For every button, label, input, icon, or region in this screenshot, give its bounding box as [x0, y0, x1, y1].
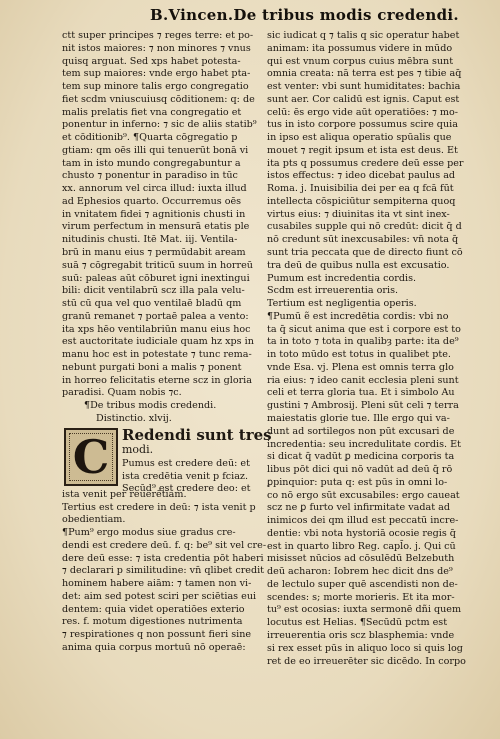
text-line: omnia creata: nā terra est pes ⁊ tibie aq̄ — [267, 68, 462, 80]
text-line: sunt tria peccata que de directo fiunt cō — [267, 247, 463, 259]
text-line: misisset nūcios ad cōsulēdū Belzebuth — [267, 553, 455, 565]
text-line: chusto ⁊ ponentur in paradiso in tūc — [62, 170, 238, 182]
text-line: hominem habere aiām: ⁊ tamen non vi- — [62, 578, 252, 590]
text-line: locutus est Helias. ¶Secūdū pctm est — [267, 617, 448, 629]
initial-ornament-border — [69, 429, 113, 484]
text-line: granū remanet ⁊ portaē palea a vento: — [62, 310, 249, 322]
left-column-top-text — [62, 30, 288, 400]
text-line: celi et terra gloria tua. Et i simbolo Au — [267, 387, 455, 399]
text-line: virtus eius: ⁊ diuinitas ita vt sint inex- — [267, 208, 450, 220]
text-line: sic iudicat q ⁊ talis q sic operatur habet — [267, 30, 460, 41]
text-line: Tertium est negligentia operis. — [267, 298, 417, 310]
text-line: stū cū qua vel quo ventilaē bladū qm — [62, 298, 242, 310]
text-line: incredentia: seu incredulitate cordis. Et — [267, 438, 461, 450]
text-line: det: aim sed potest sciri per sciētias eui — [62, 590, 257, 602]
text-line: manu hoc est in potestate ⁊ tunc rema- — [62, 349, 252, 361]
text-line: ret de eo irreuerēter sic dicēdo. In corpo — [267, 655, 466, 667]
text-line: obedientiam. — [62, 514, 126, 526]
text-line: dentie: vbi nota hystoriā ocosie regis q̄ — [267, 527, 456, 539]
text-line: ¶Pum⁹ ergo modus siue gradus cre- — [62, 527, 236, 539]
text-line: in toto mūdo est totus in qualibet pte. — [267, 349, 451, 361]
chapter-opening — [62, 425, 288, 653]
text-line: est venter: vbi sunt humiditates: bachia — [267, 81, 461, 93]
text-line: est auctoritate iudiciale quam hz xps in — [62, 336, 254, 348]
text-line: gtiam: qm oēs illi qui tenuerūt bonā vi — [62, 144, 249, 156]
text-line: ita pts q possumus credere deū esse per — [267, 157, 464, 169]
text-line: cusabiles supple qui nō credūt: dicit q̄ d — [267, 221, 462, 233]
text-line: malis prelatis fiet vna congregatio et — [62, 106, 242, 118]
text-line: si dicat q̄ vadūt ꝑ medicina corporis ta — [267, 451, 455, 463]
text-line: virum perfectum in mensurā etatis ple — [62, 221, 250, 233]
text-line: nitudinis chusti. Itē Mat. iij. Ventila- — [62, 234, 238, 246]
text-line: Secūd⁹ est credere deo: et — [122, 483, 251, 495]
text-line: maiestatis glorie tue. Ille ergo qui va- — [267, 412, 450, 424]
decorated-initial — [64, 428, 118, 486]
text-line: deū acharon: Iobrem hec dicit dns de⁹ — [267, 566, 453, 578]
text-line: bili: dicit ventilabrū scz illa pala velu- — [62, 285, 245, 297]
text-line: Tertius est credere in deū: ⁊ ista venit p — [62, 501, 256, 513]
chapter-title-line-2: modi. — [122, 442, 154, 456]
text-line: brū in manu eius ⁊ permūdabit aream — [62, 247, 246, 259]
text-line: ta q̄ sicut anima que est i corpore est to — [267, 323, 461, 335]
text-line: Roma. j. Inuisibilia dei per ea q fcā fūt — [267, 183, 454, 195]
text-line: ⁊ declarari p similitudine: vn̄ qlibet credit — [62, 565, 265, 577]
text-line: sunt aer. Cor calidū est ignis. Caput est — [267, 93, 460, 105]
text-line: ista venit per reuerētiam. — [62, 488, 187, 500]
text-line: dunt ad sortilegos non pūt excusari de — [267, 425, 455, 437]
text-line: de lectulo super quē ascendisti non de- — [267, 578, 458, 590]
text-line: quisq arguat. Sed xps habet potesta- — [62, 55, 241, 67]
text-line: tem sup minore talis ergo congregatio — [62, 81, 249, 93]
distinctio-label: Distinctio. xlvij. — [96, 412, 172, 424]
initial-letter: C — [72, 429, 110, 484]
text-line: irreuerentia oris scz blasphemia: vnde — [267, 629, 455, 641]
text-line: dere deū esse: ⁊ ista credentia pōt haberi — [62, 552, 264, 564]
text-line: si rex esset pūs in aliquo loco si quis log — [267, 642, 463, 654]
text-line: qui est vnum corpus cuius mēbra sunt — [267, 55, 454, 67]
text-line: celū: ēs ergo vide aūt operatiōes: ⁊ mo- — [267, 106, 459, 118]
chapter-title-line-1: Redendi sunt tres — [122, 425, 272, 444]
text-line: nebunt purgati boni a malis ⁊ ponent — [62, 361, 242, 373]
text-line: xx. annorum vel circa illud: iuxta illud — [62, 183, 247, 195]
text-line: dentem: quia videt operatiōes exterio — [62, 603, 245, 615]
text-line: Pumus est credere deū: et — [122, 457, 250, 469]
right-column — [267, 30, 498, 668]
text-line: ⁊ respirationes q non possunt fieri sine — [62, 629, 252, 641]
text-line: ponentur in inferno: ⁊ sic de aliis statib⁹ — [62, 119, 257, 131]
text-line: suā ⁊ cōgregabit triticū suum in horreū — [62, 259, 253, 271]
text-line: ¶Pumū ẽ est incredētia cordis: vbi no — [267, 310, 449, 322]
text-line: libus pōt dici qui nō vadūt ad deū q̄ rō — [267, 464, 453, 476]
text-line: in vnitatem fidei ⁊ agnitionis chusti in — [62, 208, 246, 220]
left-column — [62, 30, 288, 653]
text-line: mouet ⁊ regit ipsum et ista est deus. Et — [267, 144, 458, 156]
text-line: scendes: s; morte morieris. Et ita mor- — [267, 591, 455, 603]
text-line: ita xps hēo ventilabriūn manu eius hoc — [62, 323, 251, 335]
text-line: fiet scdm vniuscuiusq cōditionem: q: de — [62, 93, 255, 105]
text-line: istos effectus: ⁊ ideo dicebat paulus ad — [267, 170, 456, 182]
text-line: co nō ergo sūt excusabiles: ergo caueat — [267, 489, 460, 501]
text-line: vnde Esa. vj. Plena est omnis terra glo — [267, 361, 454, 373]
text-line: in horreo felicitatis eterne scz in gloria — [62, 374, 252, 386]
text-line: nit istos maiores: ⁊ non minores ⁊ vnus — [62, 42, 251, 54]
text-line: scz ne ꝑ furto vel infirmitate vadat ad — [267, 502, 450, 514]
text-line: Pumum est incredentia cordis. — [267, 272, 417, 284]
text-line: ꝑpinquior: puta q: est pūs in omni lo- — [267, 476, 448, 488]
text-line: et cōditionib⁹. ¶Quarta cōgregatio p — [62, 132, 238, 144]
text-line: tem sup maiores: vnde ergo habet pta- — [62, 68, 251, 80]
text-line: res. f. motum digestiones nutrimenta — [62, 616, 243, 628]
text-line: ria eius: ⁊ ideo canit ecclesia pleni sunt — [267, 374, 459, 386]
chapter-title — [122, 425, 272, 456]
text-line: tus in isto corpore possumus scire quia — [267, 119, 458, 131]
text-line: gustini ⁊ Ambrosij. Pleni sūt celi ⁊ terra — [267, 400, 459, 412]
text-line: animam: ita possumus videre in mūdo — [267, 42, 453, 54]
text-line: tu⁹ est ocosias: iuxta sermonē dñi quem — [267, 604, 462, 616]
text-line: intellecta cōspiciūtur sempiterna quoq — [267, 195, 456, 207]
text-line: ctt super principes ⁊ reges terre: et po- — [62, 30, 254, 41]
text-line: Scdm est irreuerentia oris. — [267, 285, 399, 297]
text-line: ta in toto ⁊ tota in qualibȝ parte: ita de⁹ — [267, 336, 459, 348]
section-heading: ¶De tribus modis credendi. — [84, 400, 217, 412]
text-line: anima quia corpus mortuū nō operaē: — [62, 641, 246, 653]
text-line: tra deū de quibus nulla est excusatio. — [267, 259, 450, 271]
text-line: paradisi. Quam nobis ⁊c. — [62, 387, 182, 399]
text-below-initial — [62, 489, 266, 655]
text-line: dendi est credere deū. f. q: be⁹ sit vel cre- — [62, 539, 267, 551]
text-line: suū: paleas aūt cōburet igni inextingui — [62, 272, 250, 284]
text-line: est in quarto libro Reg. capl̄o. j. Qui cū — [267, 540, 456, 552]
text-line: ad Ephesios quarto. Occurremus oēs — [62, 195, 242, 207]
running-head: B.Vincen.De tribus modis credendi. — [150, 6, 459, 24]
text-line: nō credunt sūt inexcusabiles: vn̄ nota q̄ — [267, 234, 459, 246]
text-line: tam in isto mundo congregabuntur a — [62, 157, 241, 169]
text-line: in ipso est aliqua operatio spūalis que — [267, 132, 452, 144]
text-line: ista credētia venit p fciaz. — [122, 470, 249, 482]
text-line: inimicos dei qm illud est peccatū incre- — [267, 515, 459, 527]
